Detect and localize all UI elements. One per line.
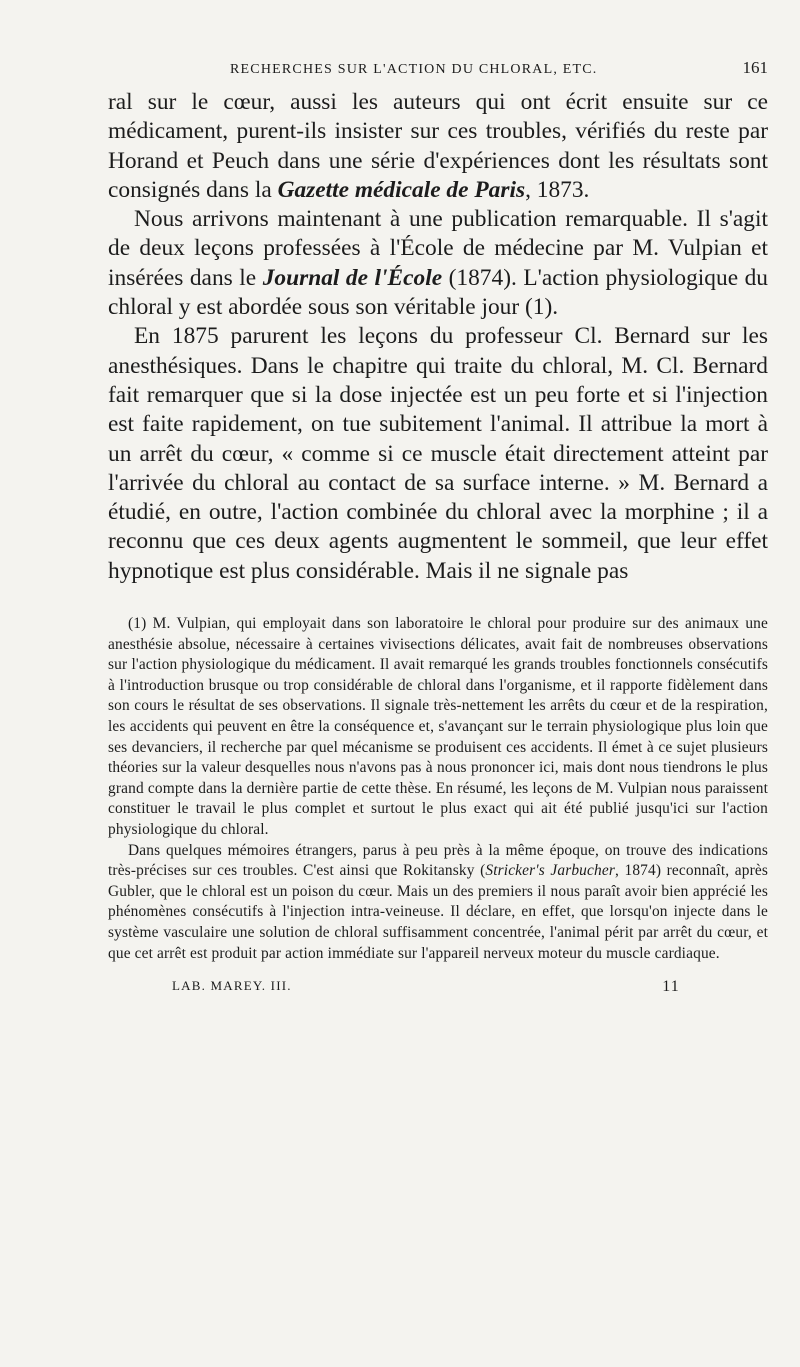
page (108, 58, 768, 996)
footnote-continuation: Dans quelques mémoires étrangers, parus à peu près à la même époque, on trouve des indications très-précises sur ces troubles. C'est ainsi que Rokitansky (Stricker's Jarbucher, 1874) reconnaît, après Gubler, que le chloral est un poison du cœur. Mais un des premiers il nous paraît avoir bien apprécié les phénomènes consécutifs à l'injection intra-veineuse. Il déclare, en effet, que lorsqu'on injecte dans le système vasculaire une solution de chloral suffisamment concentrée, l'animal périt par arrêt du cœur, et que cet arrêt est produit par action immédiate sur l'appareil nerveux moteur du muscle cardiaque. (108, 841, 768, 962)
sheet-number: 11 (662, 978, 680, 996)
page-footer (108, 978, 768, 996)
paragraph: En 1875 parurent les leçons du professeur Cl. Bernard sur les anesthésiques. Dans le chapitre qui traite du chloral, M. Cl. Bernard fait remarquer que si la dose injectée est un peu forte et si l'injection est faite rapidement, on tue subitement l'animal. Il attribue la mort à un arrêt du cœur, « comme si ce muscle était directement atteint par l'arrivée du chloral au contact de sa surface interne. » M. Bernard a étudié, en outre, l'action combinée du chloral avec la morphine ; il a reconnu que ces deux agents augmentent le sommeil, que leur effet hypnotique est plus considérable. Mais il ne signale pas (108, 323, 768, 584)
paragraph: Nous arrivons maintenant à une publication remarquable. Il s'agit de deux leçons professées à l'École de médecine par M. Vulpian et insérées dans le Journal de l'École (1874). L'action physiologique du chloral y est abordée sous son véritable jour (1). (108, 206, 769, 321)
running-header (108, 58, 768, 88)
journal-title: Gazette médicale de Paris (277, 176, 526, 203)
journal-title: Stricker's Jarbucher (485, 862, 615, 880)
paragraph: ral sur le cœur, aussi les auteurs qui ont écrit ensuite sur ce médicament, purent-ils insister sur ces troubles, vérifiés du reste par Horand et Peuch dans une série d'expériences dont les résultats sont consignés dans la Gazette médicale de Paris, 1873. (108, 89, 768, 203)
printer-signature: LAB. MAREY. III. (172, 978, 292, 994)
journal-title: Journal de l'École (262, 264, 443, 291)
footnotes (108, 614, 768, 964)
main-text (108, 88, 768, 586)
footnote-1: (1) M. Vulpian, qui employait dans son laboratoire le chloral pour produire sur des animaux une anesthésie absolue, nécessaire à certaines vivisections délicates, avait fait de nombreuses observations sur l'action physiologique du médicament. Il avait remarqué les grands troubles fonctionnels consécutifs à l'introduction brusque ou trop considérable de chloral dans l'organisme, et il rapporte fidèlement dans son cours le résultat de ses observations. Il signale très-nettement les arrêts du cœur et de la respiration, les accidents qui peuvent en être la conséquence et, s'avançant sur le terrain physiologique plus loin que ses devanciers, il recherche par quel mécanisme se produisent ces accidents. Il émet à ce sujet plusieurs théories sur la valeur desquelles nous n'avons pas à nous prononcer ici, mais dont nous tiendrons le plus grand compte dans la dernière partie de cette thèse. En résumé, les leçons de M. Vulpian nous paraissent constituer le travail le plus complet et surtout le plus exact qui ait été publié jusqu'ici sur l'action physiologique du chloral. (108, 615, 768, 838)
page-number: 161 (742, 58, 768, 77)
running-title: RECHERCHES SUR L'ACTION DU CHLORAL, ETC. (230, 62, 598, 77)
